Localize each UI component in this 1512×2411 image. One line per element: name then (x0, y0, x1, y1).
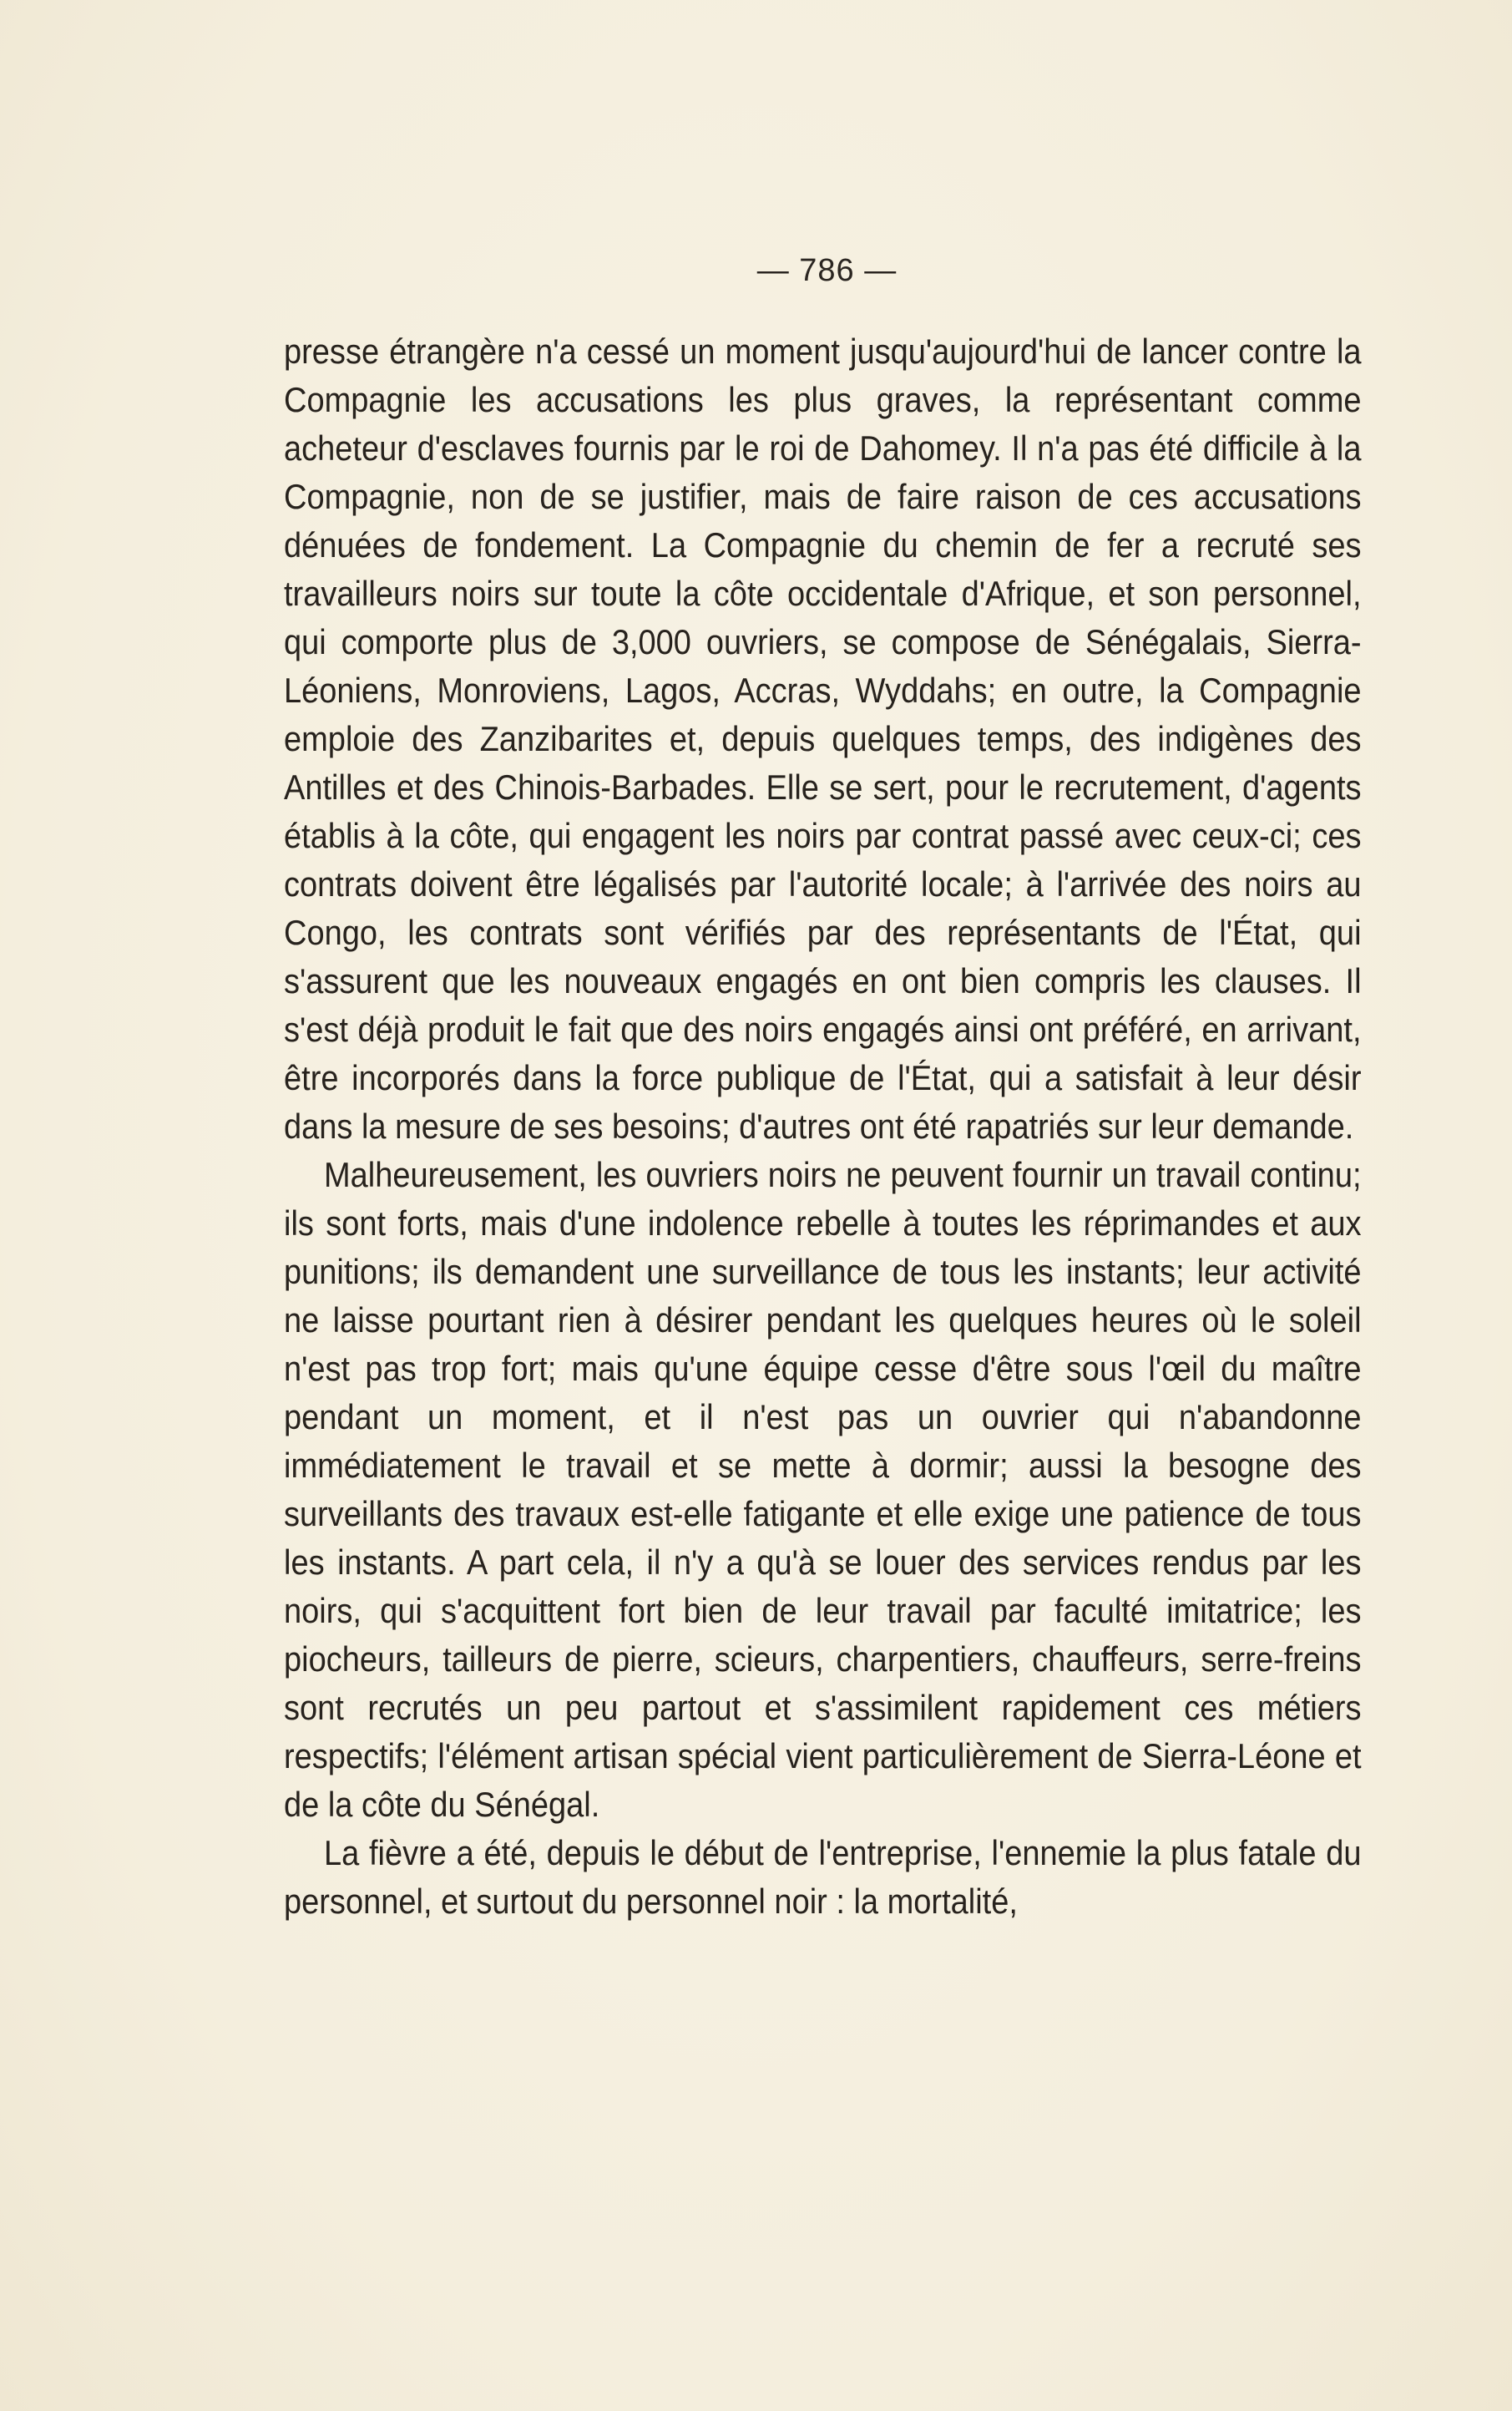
paragraph-3: La fièvre a été, depuis le début de l'entreprise, l'ennemie la plus fatale du personnel, et surtout du personnel noir : la mortalité, (284, 1833, 1362, 1921)
paragraph-2: Malheureusement, les ouvriers noirs ne peuvent fournir un travail continu; ils sont forts, mais d'une indolence rebelle à toutes les réprimandes et aux punitions; ils demandent une surveillance de tous les instants; leur activité ne laisse pourtant rien à désirer pendant les quelques heures où le soleil n'est pas trop fort; mais qu'une équipe cesse d'être sous l'œil du maître pendant un moment, et il n'est pas un ouvrier qui n'abandonne immédiatement le travail et se mette à dormir; aussi la besogne des surveillants des travaux est-elle fatigante et elle exige une patience de tous les instants. A part cela, il n'y a qu'à se louer des services rendus par les noirs, qui s'acquittent fort bien de leur travail par faculté imitatrice; les piocheurs, tailleurs de pierre, scieurs, charpentiers, chauffeurs, serre-freins sont recrutés un peu partout et s'assimilent rapidement ces métiers respectifs; l'élément artisan spécial vient particulièrement de Sierra-Léone et de la côte du Sénégal. (284, 1155, 1362, 1824)
page-number: — 786 — (756, 253, 898, 288)
body-text (284, 327, 1362, 1926)
paragraph-1: presse étrangère n'a cessé un moment jusqu'aujourd'hui de lancer contre la Compagnie les accusations les plus graves, la représentant comme acheteur d'esclaves fournis par le roi de Dahomey. Il n'a pas été difficile à la Compagnie, non de se justifier, mais de faire raison de ces accusations dénuées de fondement. La Compagnie du chemin de fer a recruté ses travailleurs noirs sur toute la côte occidentale d'Afrique, et son personnel, qui comporte plus de 3,000 ouvriers, se compose de Sénégalais, Sierra-Léoniens, Monroviens, Lagos, Accras, Wyddahs; en outre, la Compagnie emploie des Zanzibarites et, depuis quelques temps, des indigènes des Antilles et des Chinois-Barbades. Elle se sert, pour le recrutement, d'agents établis à la côte, qui engagent les noirs par contrat passé avec ceux-ci; ces contrats doivent être légalisés par l'autorité locale; à l'arrivée des noirs au Congo, les contrats sont vérifiés par des représentants de l'État, qui s'assurent que les nouveaux engagés en ont bien compris les clauses. Il s'est déjà produit le fait que des noirs engagés ainsi ont préféré, en arrivant, être incorporés dans la force publique de l'État, qui a satisfait à leur désir dans la mesure de ses besoins; d'autres ont été rapatriés sur leur demande. (284, 332, 1362, 1146)
